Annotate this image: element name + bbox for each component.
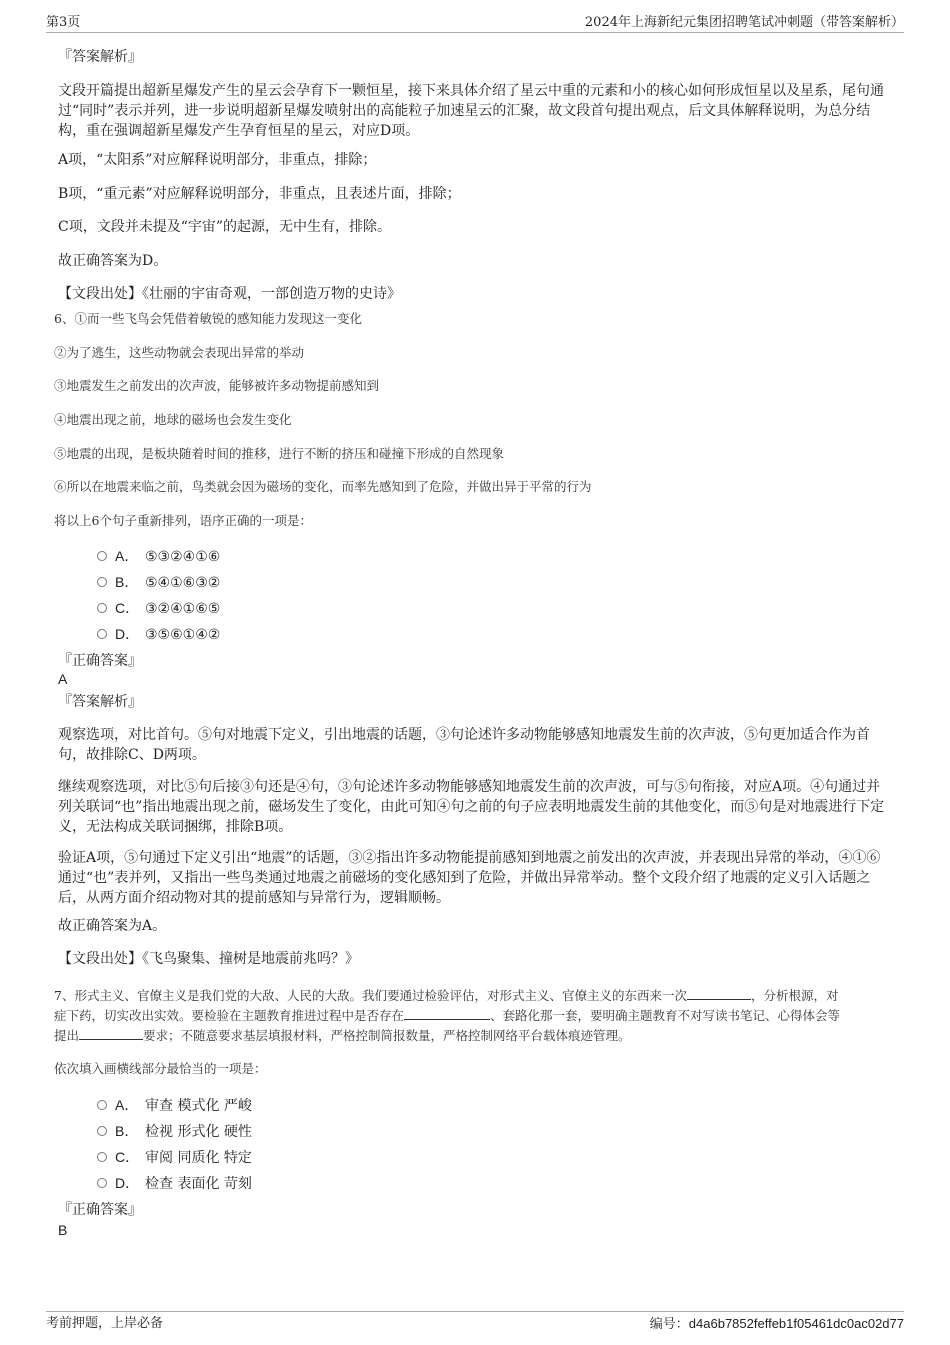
q7-option-d[interactable]: D． 检查 表面化 苛刻	[97, 1173, 252, 1194]
q6-analysis-title: 『答案解析』	[58, 694, 142, 710]
q5-analysis-p4: C项，文段并未提及“宇宙”的起源，无中生有，排除。	[58, 219, 392, 235]
q7-correct-title: 『正确答案』	[58, 1202, 142, 1218]
radio-icon[interactable]	[97, 577, 107, 587]
q5-conclusion: 故正确答案为D。	[58, 253, 168, 269]
q6-option-b[interactable]: B． ⑤④①⑥③②	[97, 572, 220, 593]
q7-prompt: 依次填入画横线部分最恰当的一项是：	[54, 1061, 267, 1076]
radio-icon[interactable]	[97, 1152, 107, 1162]
page-number: 第3页	[46, 15, 81, 30]
q5-analysis-p1: 文段开篇提出超新星爆发产生的星云会孕育下一颗恒星，接下来具体介绍了星云中重的元素和小的核心如何形成恒星以及星系，尾句通过“同时”表示并列，进一步说明超新星爆发喷射出的高能粒子加速星云的汇聚，故文段首句提出观点，后文具体解释说明，为总分结构，重在强调超新星爆发产生孕育恒星的星云，对应D项。	[58, 83, 884, 139]
radio-icon[interactable]	[97, 1178, 107, 1188]
page-footer	[46, 1311, 904, 1332]
q5-source: 【文段出处】《壮丽的宇宙奇观，一部创造万物的史诗》	[58, 286, 401, 302]
q7-stem-line-1: 7、形式主义、官僚主义是我们党的大敌、人民的大敌。我们要通过检验评估，对形式主义、官僚主义的东西来一次 ，分析根源，对	[54, 985, 894, 1006]
q6-correct-answer: A	[58, 671, 68, 687]
q6-sentence-6: ⑥所以在地震来临之前，鸟类就会因为磁场的变化，而率先感知到了危险，并做出异于平常的行为	[54, 479, 592, 494]
q7-option-a[interactable]: A． 审查 模式化 严峻	[97, 1095, 252, 1116]
q6-sentence-1: 6、①而一些飞鸟会凭借着敏锐的感知能力发现这一变化	[54, 311, 362, 326]
q6-option-c[interactable]: C． ③②④①⑥⑤	[97, 598, 220, 619]
radio-icon[interactable]	[97, 1126, 107, 1136]
q6-prompt: 将以上6个句子重新排列，语序正确的一项是：	[54, 513, 312, 528]
radio-icon[interactable]	[97, 551, 107, 561]
q6-sentence-4: ④地震出现之前，地球的磁场也会发生变化	[54, 412, 292, 427]
q5-analysis-p3: B项，“重元素”对应解释说明部分，非重点，且表述片面，排除；	[58, 186, 461, 202]
q6-sentence-2: ②为了逃生，这些动物就会表现出异常的举动	[54, 345, 305, 360]
q6-option-a[interactable]: A． ⑤③②④①⑥	[97, 546, 220, 567]
q6-analysis-p1: 观察选项，对比首句。⑤句对地震下定义，引出地震的话题，③句论述许多动物能够感知地震发生前的次声波，⑤句更加适合作为首句，故排除C、D两项。	[58, 727, 870, 763]
q7-option-c[interactable]: C． 审阅 同质化 特定	[97, 1147, 252, 1168]
document-id: 编号：d4a6b7852feffeb1f05461dc0ac02d77	[649, 1316, 904, 1331]
q7-option-b[interactable]: B． 检视 形式化 硬性	[97, 1121, 252, 1142]
radio-icon[interactable]	[97, 1100, 107, 1110]
q5-analysis-title: 『答案解析』	[58, 49, 142, 65]
q7-stem-line-2: 症下药，切实改出实效。要检验在主题教育推进过程中是否存在 、套路化那一套，要明确主题教育不对写读书笔记、心得体会等	[54, 1005, 894, 1026]
radio-icon[interactable]	[97, 629, 107, 639]
q6-sentence-5: ⑤地震的出现，是板块随着时间的推移，进行不断的挤压和碰撞下形成的自然现象	[54, 446, 505, 461]
radio-icon[interactable]	[97, 603, 107, 613]
q7-blank-2	[404, 1005, 490, 1020]
footer-slogan: 考前押题，上岸必备	[46, 1316, 164, 1331]
q6-sentence-3: ③地震发生之前发出的次声波，能够被许多动物提前感知到	[54, 378, 380, 393]
q6-source: 【文段出处】《飞鸟聚集、撞树是地震前兆吗？》	[58, 951, 359, 967]
q7-correct-answer: B	[58, 1222, 68, 1238]
q6-option-d[interactable]: D． ③⑤⑥①④②	[97, 624, 220, 645]
document-title: 2024年上海新纪元集团招聘笔试冲刺题（带答案解析）	[584, 15, 904, 30]
q7-blank-1	[687, 985, 751, 1000]
q6-correct-title: 『正确答案』	[58, 653, 142, 669]
q6-analysis-p2: 继续观察选项，对比⑤句后接③句还是④句，③句论述许多动物能够感知地震发生前的次声波，可与⑤句衔接，对应A项。④句通过并列关联词“也”指出地震出现之前，磁场发生了变化，由此可知④句之前的句子应表明地震发生前的其他变化，而⑤句是对地震进行下定义，无法构成关联词捆绑，排除B项。	[58, 779, 885, 835]
q5-analysis-p2: A项，“太阳系”对应解释说明部分，非重点，排除；	[58, 152, 377, 168]
page-header	[46, 14, 904, 33]
q6-conclusion: 故正确答案为A。	[58, 918, 167, 934]
q7-stem-line-3: 提出 要求；不随意要求基层填报材料，严格控制简报数量，严格控制网络平台载体痕迹管理。	[54, 1025, 894, 1046]
q7-blank-3	[79, 1025, 143, 1040]
q6-analysis-p3: 验证A项，⑤句通过下定义引出“地震”的话题，③②指出许多动物能提前感知到地震之前发出的次声波，并表现出异常的举动，④①⑥通过“也”表并列，又指出一些鸟类通过地震之前磁场的变化感知到了危险，并做出异常举动。整个文段介绍了地震的定义引入话题之后，从两方面介绍动物对其的提前感知与异常行为，逻辑顺畅。	[58, 850, 881, 906]
